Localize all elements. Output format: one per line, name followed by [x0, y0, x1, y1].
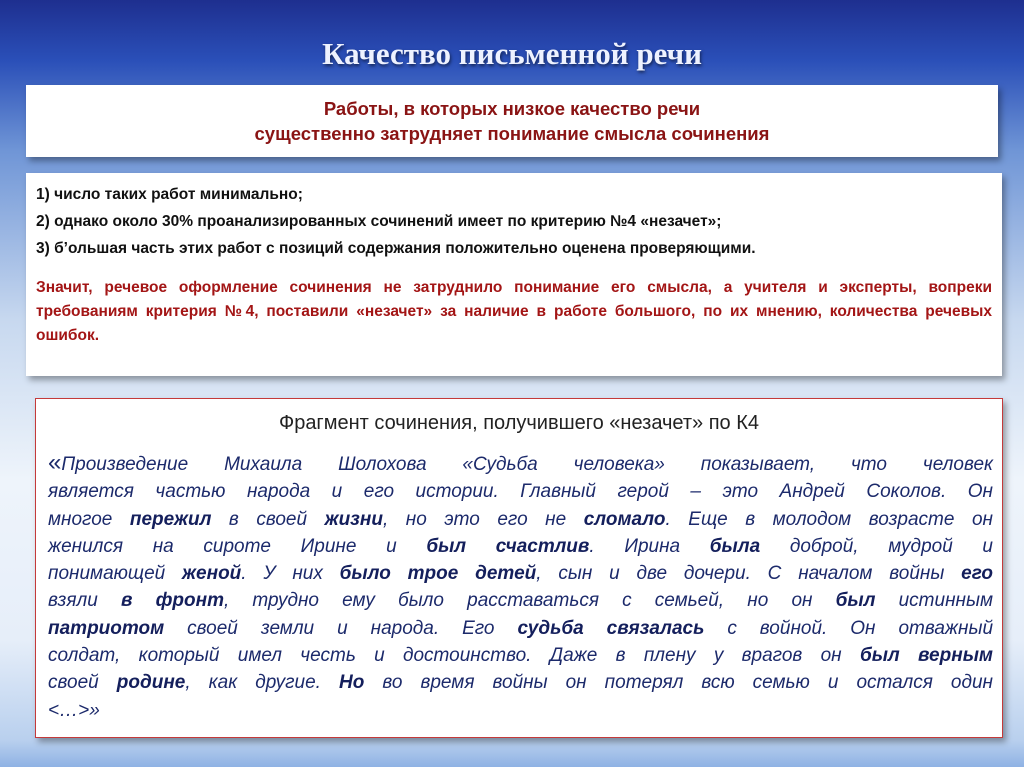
essay-segment: , как другие.	[185, 672, 339, 694]
header-box	[26, 85, 998, 157]
essay-segment: своей	[48, 672, 117, 694]
essay-segment: , но это его не	[382, 508, 584, 530]
fragment-title: Фрагмент сочинения, получившего «незачет» по К4	[278, 412, 760, 434]
essay-segment: с войной. Он отважный	[704, 617, 994, 639]
finding-item-1: 1) число таких работ минимально;	[36, 186, 303, 203]
conclusion-text: Значит, речевое оформление сочинения не затруднило понимание его смысла, а учителя и эксперты, вопреки требованиям критерия №4, поставили «незачет» за наличие в работе большого, по их мнению, количества речевых ошибок.	[36, 279, 992, 344]
essay-segment: . Ирина	[589, 535, 710, 557]
findings-box	[26, 173, 1002, 376]
essay-text	[48, 451, 993, 724]
essay-segment: является частью народа и его истории. Главный герой – это Андрей Соколов. Он	[48, 481, 993, 503]
essay-emphasis: Но	[338, 672, 365, 694]
essay-segment: . Еще в молодом возрасте он	[665, 508, 993, 530]
essay-segment: Произведение Михаила Шолохова «Судьба человека» показывает, что человек	[61, 454, 993, 475]
essay-segment: взяли	[48, 590, 121, 612]
essay-line	[48, 642, 993, 669]
essay-fragment-box	[35, 398, 1003, 738]
essay-segment: доброй, мудрой и	[760, 535, 994, 557]
essay-emphasis: родине	[116, 672, 186, 694]
essay-line	[48, 615, 993, 642]
slide-title: Качество письменной речи	[322, 36, 702, 71]
essay-emphasis: его	[961, 563, 993, 585]
essay-emphasis: был счастлив	[426, 535, 590, 557]
essay-segment: , сын и две дочери. С началом войны	[536, 563, 962, 585]
essay-segment: «	[48, 449, 62, 476]
essay-emphasis: женой	[182, 563, 242, 585]
essay-line	[48, 560, 993, 587]
essay-emphasis: пережил	[129, 508, 212, 530]
essay-line	[48, 697, 993, 724]
essay-segment: многое	[48, 508, 130, 530]
essay-emphasis: был	[835, 590, 876, 612]
essay-emphasis: был верным	[859, 645, 993, 667]
essay-segment: понимающей	[48, 563, 183, 585]
essay-segment: солдат, который имел честь и достоинство. Даже в плену у врагов он	[48, 645, 860, 667]
header-line-2: существенно затрудняет понимание смысла сочинения	[254, 123, 770, 144]
essay-segment: в своей	[211, 508, 325, 530]
essay-line	[48, 587, 993, 614]
essay-line	[48, 669, 993, 696]
essay-emphasis: было трое детей	[339, 563, 537, 585]
essay-line	[48, 478, 993, 505]
essay-line	[48, 506, 993, 533]
essay-emphasis: в фронт	[120, 590, 224, 612]
finding-item-3: 3) б’ольшая часть этих работ с позиций содержания положительно оценена проверяющими.	[36, 240, 756, 257]
header-line-1: Работы, в которых низкое качество речи	[323, 98, 701, 119]
essay-segment: во время войны он потерял всю семью и остался один	[364, 672, 993, 694]
finding-item-2: 2) однако около 30% проанализированных сочинений имеет по критерию №4 «незачет»;	[36, 213, 722, 230]
essay-segment: <…>»	[48, 699, 100, 721]
essay-line	[48, 451, 993, 478]
essay-segment: . У них	[241, 563, 340, 585]
essay-line	[48, 533, 993, 560]
essay-segment: , трудно ему было расставаться с семьей, но он	[223, 590, 836, 612]
essay-segment: своей земли и народа. Его	[164, 617, 518, 639]
essay-segment: женился на сироте Ирине и	[48, 535, 427, 557]
essay-emphasis: была	[709, 535, 761, 557]
essay-emphasis: патриотом	[48, 617, 165, 639]
essay-emphasis: жизни	[324, 508, 383, 530]
essay-emphasis: судьба связалась	[517, 617, 705, 639]
essay-emphasis: сломало	[583, 508, 666, 530]
essay-segment: истинным	[875, 590, 993, 612]
